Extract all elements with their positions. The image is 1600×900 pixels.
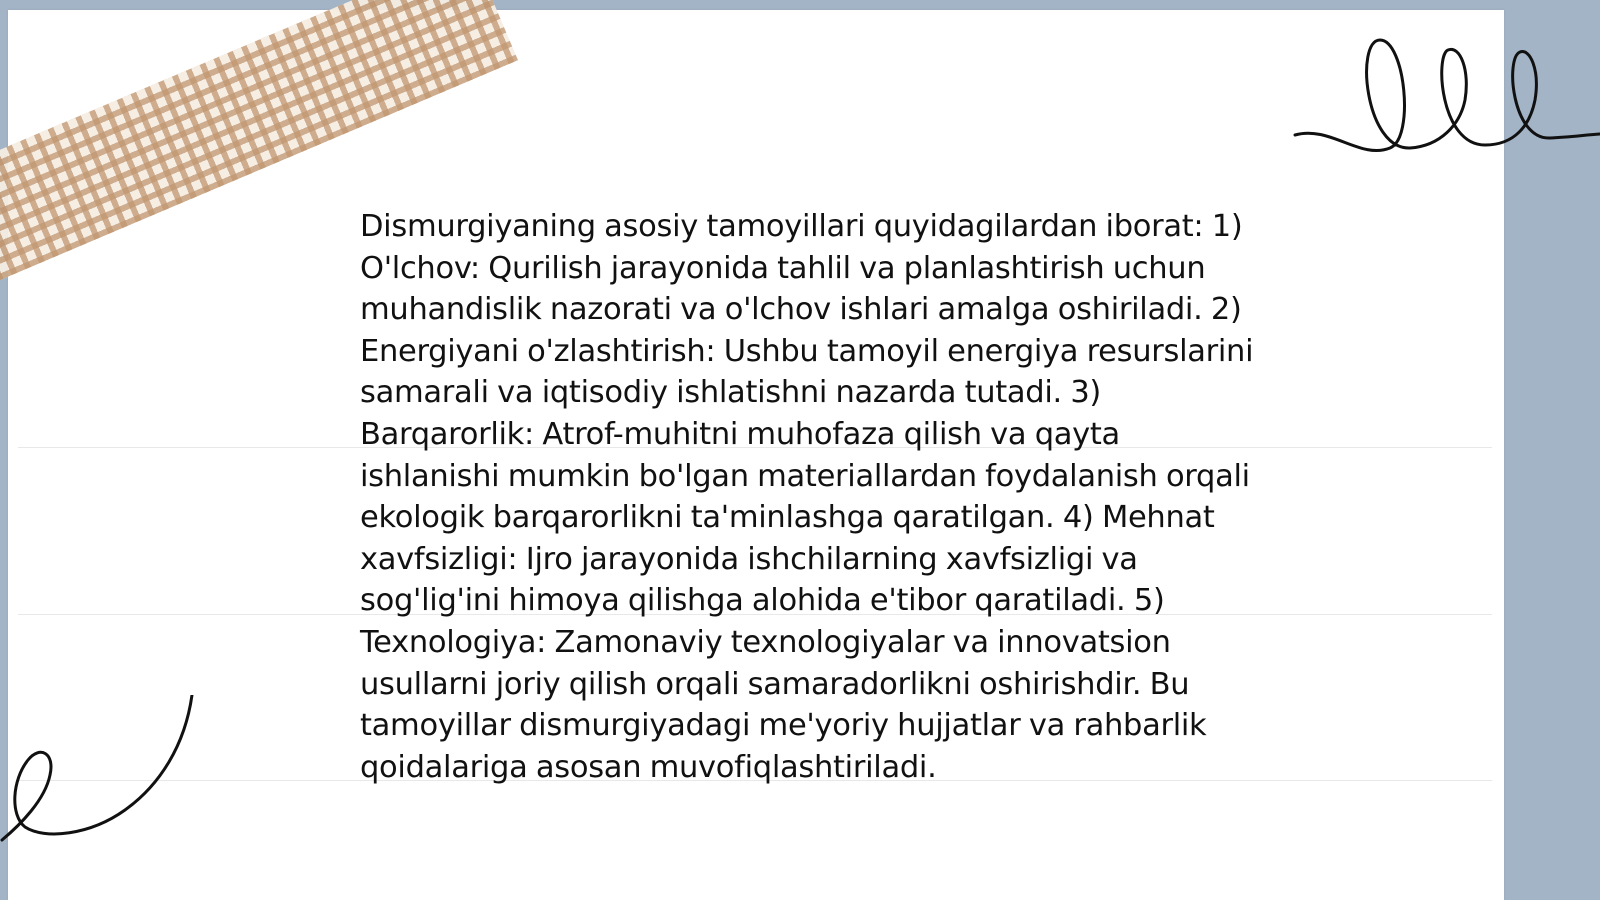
loop-scribble-doodle-icon — [1290, 30, 1600, 165]
curl-checkmark-doodle-icon — [0, 695, 200, 845]
body-paragraph: Dismurgiyaning asosiy tamoyillari quyidagilardan iborat: 1) O'lchov: Qurilish jarayonida tahlil va planlashtirish uchun muhandislik nazorati va o'lchov ishlari amalga oshiriladi. 2) Energiyani o'zlashtirish: Ushbu tamoyil energiya resurslarini samarali va iqtisodiy ishlatishni nazarda tutadi. 3) Barqarorlik: Atrof-muhitni muhofaza qilish va qayta ishlanishi mumkin bo'lgan materiallardan foydalanish orqali ekologik barqarorlikni ta'minlashga qaratilgan. 4) Mehnat xavfsizligi: Ijro jarayonida ishchilarning xavfsizligi va sog'lig'ini himoya qilishga alohida e'tibor qaratiladi. 5) Texnologiya: Zamonaviy texnologiyalar va innovatsion usullarni joriy qilish orqali samaradorlikni oshirishdir. Bu tamoyillar dismurgiyadagi me'yoriy hujjatlar va rahbarlik qoidalariga asosan muvofiqlashtiriladi. — [360, 209, 1254, 785]
